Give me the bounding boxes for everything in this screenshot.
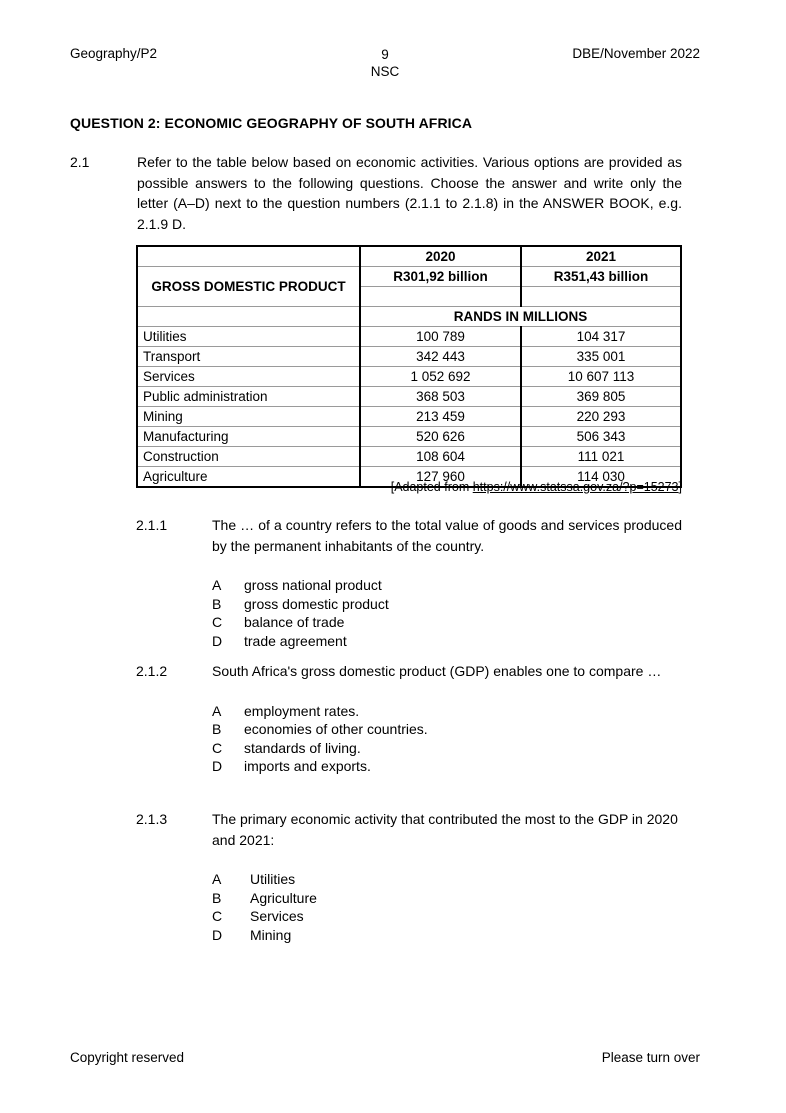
question-heading: QUESTION 2: ECONOMIC GEOGRAPHY OF SOUTH AFRICA	[70, 115, 473, 131]
option-letter: C	[212, 908, 223, 924]
source-prefix: [Adapted from	[390, 480, 473, 494]
option-letter: A	[212, 871, 222, 887]
option-letter: B	[212, 889, 222, 906]
option-letter: C	[212, 739, 223, 756]
table-row-gdp-totals	[137, 267, 681, 287]
option-text: imports and exports.	[244, 758, 371, 774]
table-cell-empty-2020	[360, 287, 521, 307]
question-2-1-2	[136, 661, 682, 776]
table-row	[137, 427, 681, 447]
question-2-1-3	[136, 809, 682, 944]
gdp-table-container	[136, 245, 680, 488]
table-header-2021: 2021	[521, 246, 681, 267]
option-letter: A	[212, 577, 222, 593]
option-list	[212, 702, 682, 776]
page-header	[70, 46, 700, 86]
option-letter: B	[212, 721, 222, 737]
source-suffix: ]	[678, 480, 682, 494]
table-units-label: RANDS IN MILLIONS	[360, 307, 681, 327]
table-row-value-2020: 368 503	[360, 387, 521, 407]
table-row-value-2021: 10 607 113	[521, 367, 681, 387]
table-row	[137, 447, 681, 467]
option-text: Agriculture	[250, 889, 317, 906]
table-row-name: Manufacturing	[137, 427, 360, 447]
question-stem: The primary economic activity that contributed the most to the GDP in 2020 and 2021:	[212, 811, 678, 848]
footer-copyright: Copyright reserved	[70, 1050, 185, 1065]
table-row-value-2020: 213 459	[360, 407, 521, 427]
table-row-value-2021: 220 293	[521, 407, 681, 427]
question-intro	[70, 152, 682, 234]
table-row-name: Transport	[137, 347, 360, 367]
option-text: trade agreement	[244, 632, 347, 649]
option-text: economies of other countries.	[244, 721, 428, 737]
option-letter: C	[212, 614, 223, 630]
table-cell-empty-units	[137, 307, 360, 327]
option-letter: D	[212, 758, 223, 774]
table-row	[137, 407, 681, 427]
header-source: DBE/November 2022	[572, 46, 700, 61]
table-row	[137, 387, 681, 407]
question-number: 2.1.3	[136, 811, 168, 827]
header-subject: Geography/P2	[70, 46, 158, 61]
source-attribution	[136, 480, 682, 494]
option-letter: D	[212, 632, 223, 649]
option-d[interactable]	[212, 926, 682, 945]
option-letter: A	[212, 702, 222, 719]
option-d[interactable]	[212, 757, 682, 776]
gdp-table	[136, 245, 682, 488]
table-row-name: Construction	[137, 447, 360, 467]
table-row-value-2020: 100 789	[360, 327, 521, 347]
option-text: Utilities	[250, 871, 296, 887]
table-row-value-2020: 108 604	[360, 447, 521, 467]
table-row-value-2021: 114 030	[521, 467, 681, 488]
option-a[interactable]	[212, 870, 682, 889]
option-b[interactable]	[212, 595, 682, 614]
option-a[interactable]	[212, 702, 682, 721]
question-number: 2.1.1	[136, 517, 168, 533]
intro-text: Refer to the table below based on economic activities. Various options are provided as possible answers to the following questions. Choose the answer and write only the letter (A–D) next to the question numbers (2.1.1 to 2.1.8) in the ANSWER BOOK, e.g. 2.1.9 D.	[137, 154, 682, 232]
table-row-value-2020: 342 443	[360, 347, 521, 367]
question-number: 2.1.2	[136, 663, 168, 679]
table-row-years	[137, 246, 681, 267]
table-row-value-2020: 1 052 692	[360, 367, 521, 387]
table-row-name: Public administration	[137, 387, 360, 407]
table-row-value-2021: 335 001	[521, 347, 681, 367]
footer-turn-over: Please turn over	[601, 1050, 700, 1065]
table-cell-empty	[137, 246, 360, 267]
table-header-2020: 2020	[360, 246, 521, 267]
table-row-name: Agriculture	[137, 467, 360, 488]
header-exam-code: NSC	[370, 64, 400, 79]
option-c[interactable]	[212, 613, 682, 632]
option-text: standards of living.	[244, 739, 361, 756]
question-2-1-1	[136, 515, 682, 650]
option-list	[212, 870, 682, 944]
option-text: Mining	[250, 926, 292, 943]
option-c[interactable]	[212, 907, 682, 926]
option-text: Services	[250, 908, 304, 924]
intro-number: 2.1	[70, 154, 90, 170]
option-text: balance of trade	[244, 614, 345, 630]
table-row-name: Services	[137, 367, 360, 387]
table-cell-empty-2021	[521, 287, 681, 307]
table-gdp-2021: R351,43 billion	[521, 267, 681, 287]
table-row	[137, 367, 681, 387]
table-gdp-2020: R301,92 billion	[360, 267, 521, 287]
table-row-value-2020: 127 960	[360, 467, 521, 488]
option-text: employment rates.	[244, 702, 360, 719]
table-row	[137, 327, 681, 347]
option-a[interactable]	[212, 576, 682, 595]
table-row-value-2021: 506 343	[521, 427, 681, 447]
question-stem: South Africa's gross domestic product (GDP) enables one to compare …	[212, 663, 662, 679]
option-text: gross national product	[244, 577, 382, 593]
table-row-value-2021: 369 805	[521, 387, 681, 407]
option-c[interactable]	[212, 739, 682, 758]
option-letter: D	[212, 926, 223, 943]
header-page-number: 9	[381, 47, 389, 62]
question-stem: The … of a country refers to the total value of goods and services produced by the permanent inhabitants of the country.	[212, 517, 682, 554]
table-row-value-2020: 520 626	[360, 427, 521, 447]
source-url[interactable]: https://www.statssa.gov.za/?p=15273	[472, 480, 679, 494]
table-row-value-2021: 111 021	[521, 447, 681, 467]
option-letter: B	[212, 595, 222, 612]
table-row-units	[137, 307, 681, 327]
option-b[interactable]	[212, 720, 682, 739]
table-row-name: Mining	[137, 407, 360, 427]
option-d[interactable]	[212, 632, 682, 651]
option-text: gross domestic product	[244, 595, 389, 612]
table-row-name: Utilities	[137, 327, 360, 347]
table-row	[137, 347, 681, 367]
option-b[interactable]	[212, 889, 682, 908]
table-row-value-2021: 104 317	[521, 327, 681, 347]
option-list	[212, 576, 682, 650]
table-title-gross-domestic-product: GROSS DOMESTIC PRODUCT	[137, 267, 360, 307]
